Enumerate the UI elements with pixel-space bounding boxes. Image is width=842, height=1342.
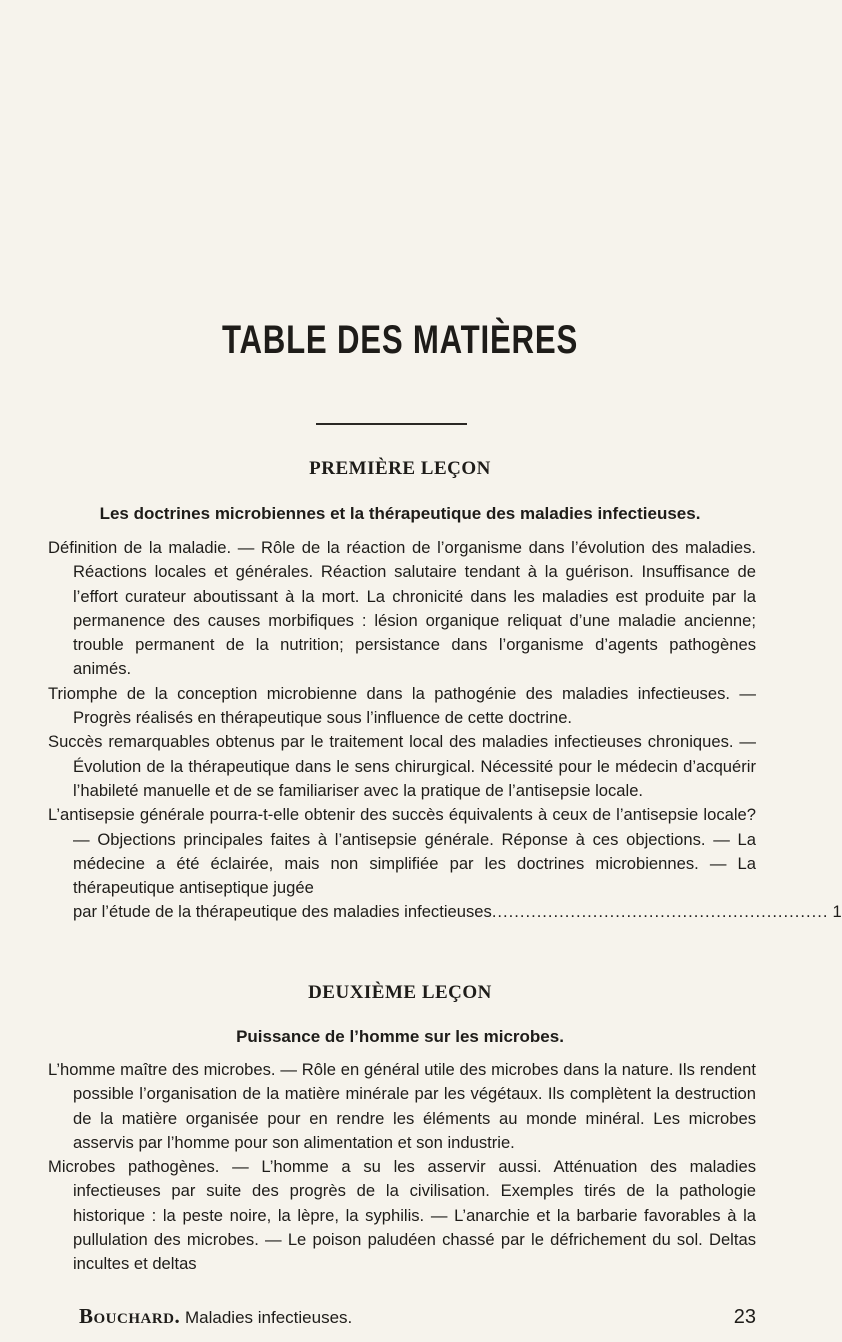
title-rule [316,423,467,425]
summary-paragraph: Triomphe de la conception microbienne dans la pathogénie des maladies infectieuses. — Progrès réalisés en thérapeutique sous l’influence de cette doctrine. [48,683,756,728]
page-footer [79,1304,756,1329]
page-number: 1 [832,902,842,922]
page-title: TABLE DES MATIÈRES [221,318,579,362]
summary-paragraph: Succès remarquables obtenus par le traitement local des maladies infectieuses chroniques. — Évolution de la thérapeutique dans le sens chirurgical. Nécessité pour le médecin d’acquérir l’habileté manuelle et de se familiariser avec la pratique de l’antisepsie locale. [48,732,756,800]
book-short-title: Maladies infectieuses. [185,1308,353,1327]
sheet-number: 23 [733,1306,756,1328]
summary-paragraph: L’homme maître des microbes. — Rôle en général utile des microbes dans la nature. Ils rendent possible l’organisation de la matière minérale par les végétaux. Ils complètent la destruction de la matière organisée pour en rendre les éléments au monde minéral. Les microbes asservis par l’homme pour son alimentation et son industrie. [48,1060,756,1152]
lesson-2-heading: DEUXIÈME LEÇON [308,982,492,1003]
lesson-2-summary [48,1058,756,1277]
signature-mark [79,1304,352,1329]
author-name: Bouchard. [79,1304,181,1328]
lesson-1-summary [48,536,842,925]
lesson-1-subtitle: Les doctrines microbiennes et la thérapeutique des maladies infectieuses. [99,504,701,523]
toc-entry-lesson-1[interactable] [48,900,842,924]
summary-paragraph: L’antisepsie générale pourra-t-elle obtenir des succès équivalents à ceux de l’antisepsie locale? — Objections principales faites à l’antisepsie générale. Réponse à ces objections. — La médecine a été éclairée, mais non simplifiée par les doctrines microbiennes. — La thérapeutique antiseptique jugée [48,805,756,898]
summary-paragraph: Définition de la maladie. — Rôle de la réaction de l’organisme dans l’évolution des maladies. Réactions locales et générales. Réaction salutaire tendant à la guérison. Insuffisance de l’effort curateur aboutissant à la mort. La chronicité dans les maladies est produite par la permanence des causes morbifiques : lésion organique reliquat d’une maladie ancienne; trouble permanent de la nutrition; persistance dans l’organisme d’agents pathogènes animés. [48,538,756,679]
lesson-1-heading: PREMIÈRE LEÇON [309,458,491,479]
lesson-2-subtitle: Puissance de l’homme sur les microbes. [236,1027,564,1046]
leader-dots: ............................................................ [491,902,829,922]
summary-paragraph: Microbes pathogènes. — L’homme a su les asservir aussi. Atténuation des maladies infectieuses par suite des progrès de la civilisation. Exemples tirés de la pathologie historique : la peste noire, la lèpre, la syphilis. — L’anarchie et la barbarie favorables à la pullulation des microbes. — Le poison paludéen chassé par le défrichement du sol. Deltas incultes et deltas [48,1157,756,1274]
toc-entry-text: par l’étude de la thérapeutique des maladies infectieuses [73,902,492,922]
